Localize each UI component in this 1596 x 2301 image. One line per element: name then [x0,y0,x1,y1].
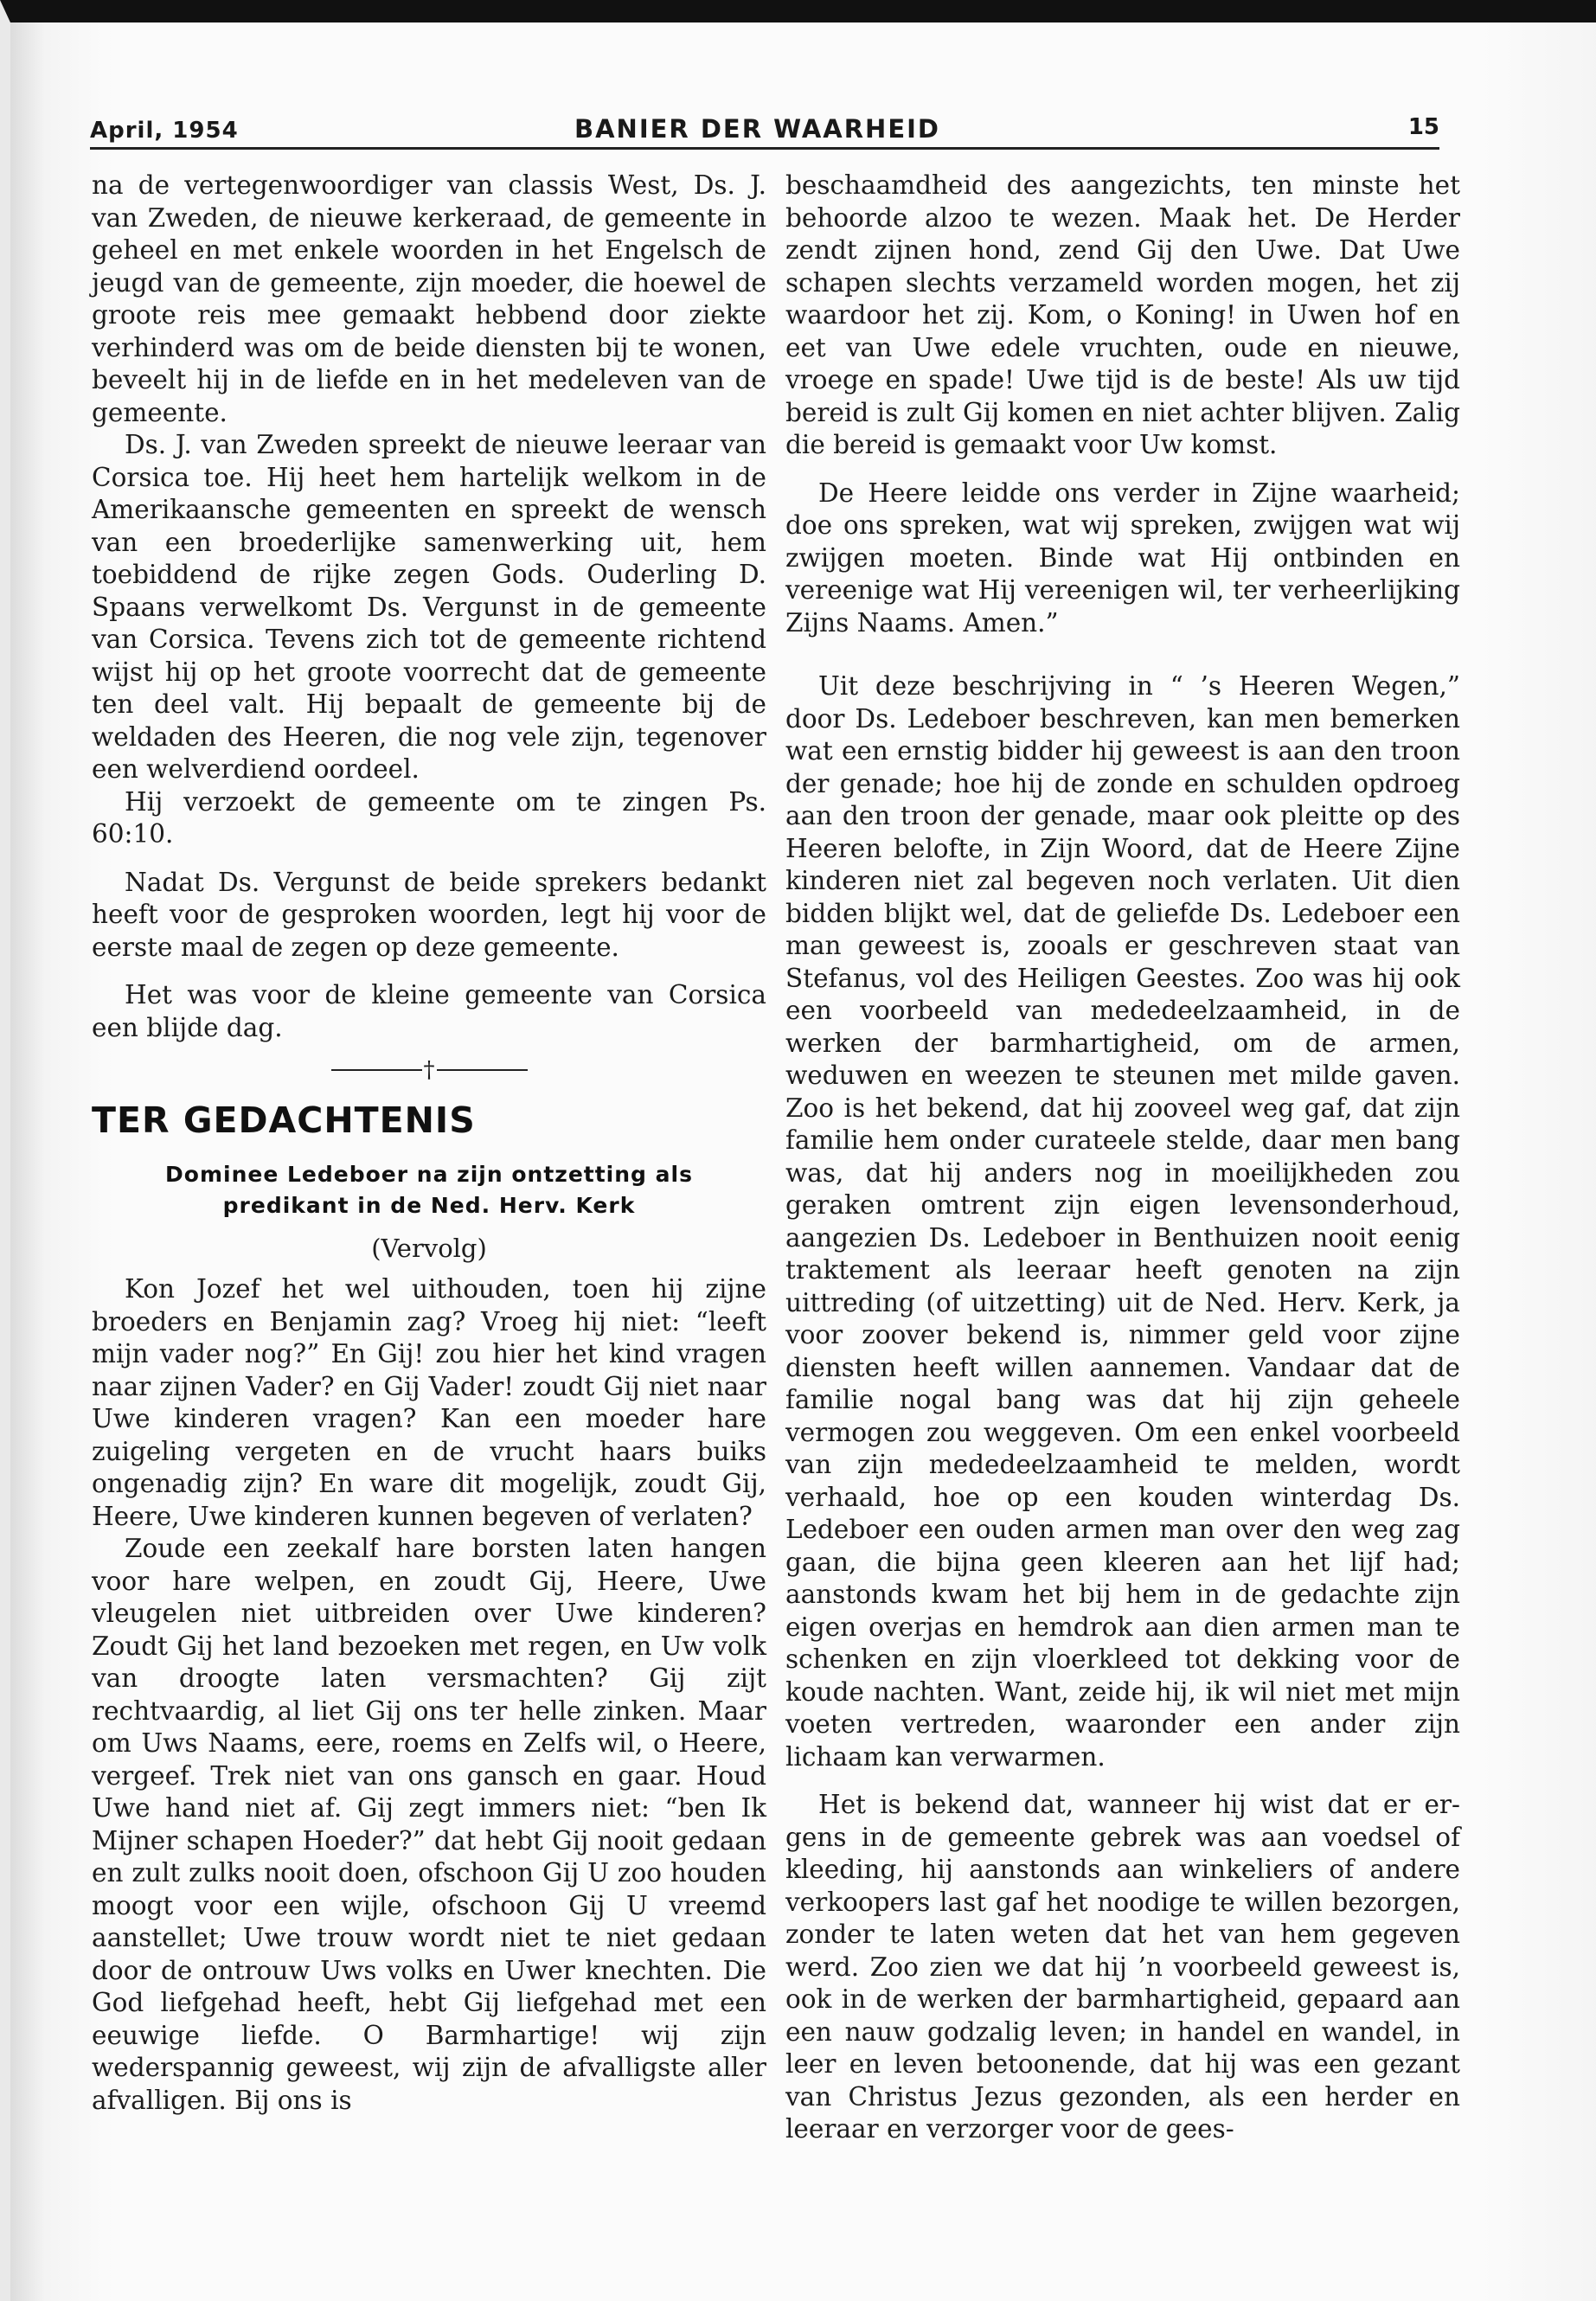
paragraph: Het was voor de kleine gemeente van Corsica een blijde dag. [92,980,766,1042]
right-column [785,170,1460,2146]
article-subtitle-line-1: Dominee Ledeboer na zijn ontzetting als [165,1162,693,1187]
paragraph: Uit deze beschrijving in “ ’s Heeren Wegen,” door Ds. Ledeboer beschreven, kan men bemerken wat een ernstig bidder hij geweest is aan den troon der genade; hoe hij de zonde en schulden opdroeg aan den troon der genade, maar ook pleitte op des Heeren belofte, in Zijn Woord, dat de Heere Zijne kinderen niet zal begeven noch verlaten. Uit dien bidden blijkt wel, dat de geliefde Ds. Ledeboer een man geweest is, zooals er geschreven staat van Stefanus, vol des Heiligen Geestes. Zoo was hij ook een voorbeeld van mededeelzaamheid, in de werken der barmhartigheid, om de armen, weduwen en weezen te steunen met milde gaven. Zoo is het bekend, dat hij zooveel weg gaf, dat zijn familie hem onder curateele stelde, daar men bang was, dat hij anders nog in moeilijkheden zou geraken omtrent zijn eigen levensonderhoud, aangezien Ds. Ledeboer in Benthuizen nooit eenig traktement als leeraar heeft genoten na zijn uittreding (of uitzetting) uit de Ned. Herv. Kerk, ja voor zoover bekend is, nimmer geld voor zijne diensten heeft willen aannemen. Vandaar dat de familie nogal bang was dat hij zijn geheele vermogen zou weggeven. Om een enkel voorbeeld van zijn mededeelzaamheid te melden, wordt verhaald, hoe op een kouden winterdag Ds. Ledeboer een ouden armen man over den weg zag gaan, die bijna geen kleeren aan het lijf had; aanstonds kwam het bij hem in de gedachte zijn eigen overjas en hemdrok aan dien armen man te schenken en zijn vloerkleed tot dekking voor de koude nachten. Want, zeide hij, ik wil niet met mijn voeten vertreden, waaronder een ander zijn lichaam kan verwarmen. [785,671,1460,1772]
continuation-label: (Vervolg) [371,1234,487,1263]
publication-title: BANIER DER WAARHEID [574,114,941,144]
paragraph: Kon Jozef het wel uithouden, toen hij zijne broeders en Benjamin zag? Vroeg hij niet: “leeft mijn vader nog?” En Gij! zou hier het kind vragen naar zijnen Vader? en Gij Vader! zoudt Gij niet naar Uwe kinderen vragen? Kan een moeder hare zuigeling vergeten en de vrucht haars buiks ongenadig zijn? En ware dit mogelijk, zoudt Gij, Heere, Uwe kinderen kunnen begeven of verlaten? [92,1274,766,1531]
page-number: 15 [1407,114,1439,140]
issue-date: April, 1954 [90,118,239,144]
paragraph: Zoude een zeekalf hare borsten laten hangen voor hare welpen, en zoudt Gij, Heere, Uwe vleugelen niet uitbreiden over Uwe kinderen? Zoudt Gij het land bezoeken met regen, en Uw volk van droogte laten versmachten? Gij zijt rechtvaardig, al liet Gij ons ter helle zinken. Maar om Uws Naams, eere, roems en Zelfs wil, o Heere, vergeef. Trek niet van ons gansch en gaar. Houd Uwe hand niet af. Gij zegt immers niet: “ben Ik Mijner schapen Hoeder?” dat hebt Gij nooit gedaan en zult zulks nooit doen, ofschoon Gij U zoo houden moogt voor een wijle, ofschoon Gij U vreemd aanstellet; Uwe trouw wordt niet te niet gedaan door de ontrouw Uws volks en Uwer knechten. Die God liefgehad heeft, hebt Gij liefgehad met een eeuwige liefde. O Barmhartige! wij zijn wederspannig geweest, wij zijn de afvalligste aller afvalligen. Bij ons is [92,1534,766,2115]
paragraph: Ds. J. van Zweden spreekt de nieuwe leeraar van Corsica toe. Hij heet hem hartelijk welkom in de Amerikaansche gemeenten en spreekt de wensch van een broederlijke samenwerking uit, hem toebiddend de rijke zegen Gods. Ouderling D. Spaans verwelkomt Ds. Vergunst in de gemeente van Corsica. Tevens zich tot de gemeente richtend wijst hij op het groote voorrecht dat de gemeente ten deel valt. Hij bepaalt de gemeente bij de weldaden des Heeren, die nog vele zijn, tegenover een welverdiend oordeel. [92,430,766,784]
paragraph: Nadat Ds. Vergunst de beide sprekers bedankt heeft voor de gesproken woorden, legt hij voor de eerste maal de zegen op deze gemeente. [92,867,766,962]
left-column [92,170,766,2117]
paragraph: De Heere leidde ons verder in Zijne waarheid; doe ons spreken, wat wij spreken, zwijgen wat wij zwijgen moeten. Binde wat Hij ontbinden en vereenige wat Hij vereenigen wil, ter verheerlijking Zijns Naams. Amen.” [785,478,1460,638]
cross-icon: † [423,1057,435,1083]
divider-line [437,1069,528,1071]
paragraph: Het is bekend dat, wanneer hij wist dat er ergens in de gemeente gebrek was aan voedsel of kleeding, hij aanstonds aan winkeliers of andere verkoopers last gaf het noodige te willen bezorgen, zonder te laten weten dat het van hem gegeven werd. Zoo zien we dat hij ’n voorbeeld geweest is, ook in de werken der barmhartigheid, gepaard aan een nauw godzalig leven; in handel en wandel, in leer en leven betoonende, dat hij was een gezant van Christus Jezus gezonden, als een herder en leeraar en verzorger voor de gees- [785,1790,1460,2144]
divider-line [331,1069,422,1071]
paragraph: Hij verzoekt de gemeente om te zingen Ps. 60:10. [92,786,766,849]
section-title: TER GEDACHTENIS [92,1099,476,1141]
section-divider [92,1056,766,1083]
page-header [90,104,1439,150]
article-subtitle-line-2: predikant in de Ned. Herv. Kerk [222,1193,636,1218]
paragraph: beschaamdheid des aangezichts, ten minste het behoorde alzoo te wezen. Maak het. De Herder zendt zijnen hond, zend Gij den Uwe. Dat Uwe schapen slechts verzameld worden mogen, het zij waardoor het zij. Kom, o Koning! in Uwen hof en eet van Uwe edele vruchten, oude en nieuwe, vroege en spade! Uwe tijd is de beste! Als uw tijd bereid is zult Gij komen en niet achter blijven. Zalig die bereid is gemaakt voor Uw komst. [785,170,1460,459]
paragraph: na de vertegenwoordiger van classis West, Ds. J. van Zweden, de nieuwe kerkeraad, de gemeente in geheel en met enkele woorden in het Engelsch de jeugd van de gemeente, zijn moeder, die hoewel de groote reis mee gemaakt hebbend door ziekte verhinderd was om de beide diensten bij te wonen, beveelt hij in de liefde en in het medeleven van de gemeente. [92,170,766,427]
